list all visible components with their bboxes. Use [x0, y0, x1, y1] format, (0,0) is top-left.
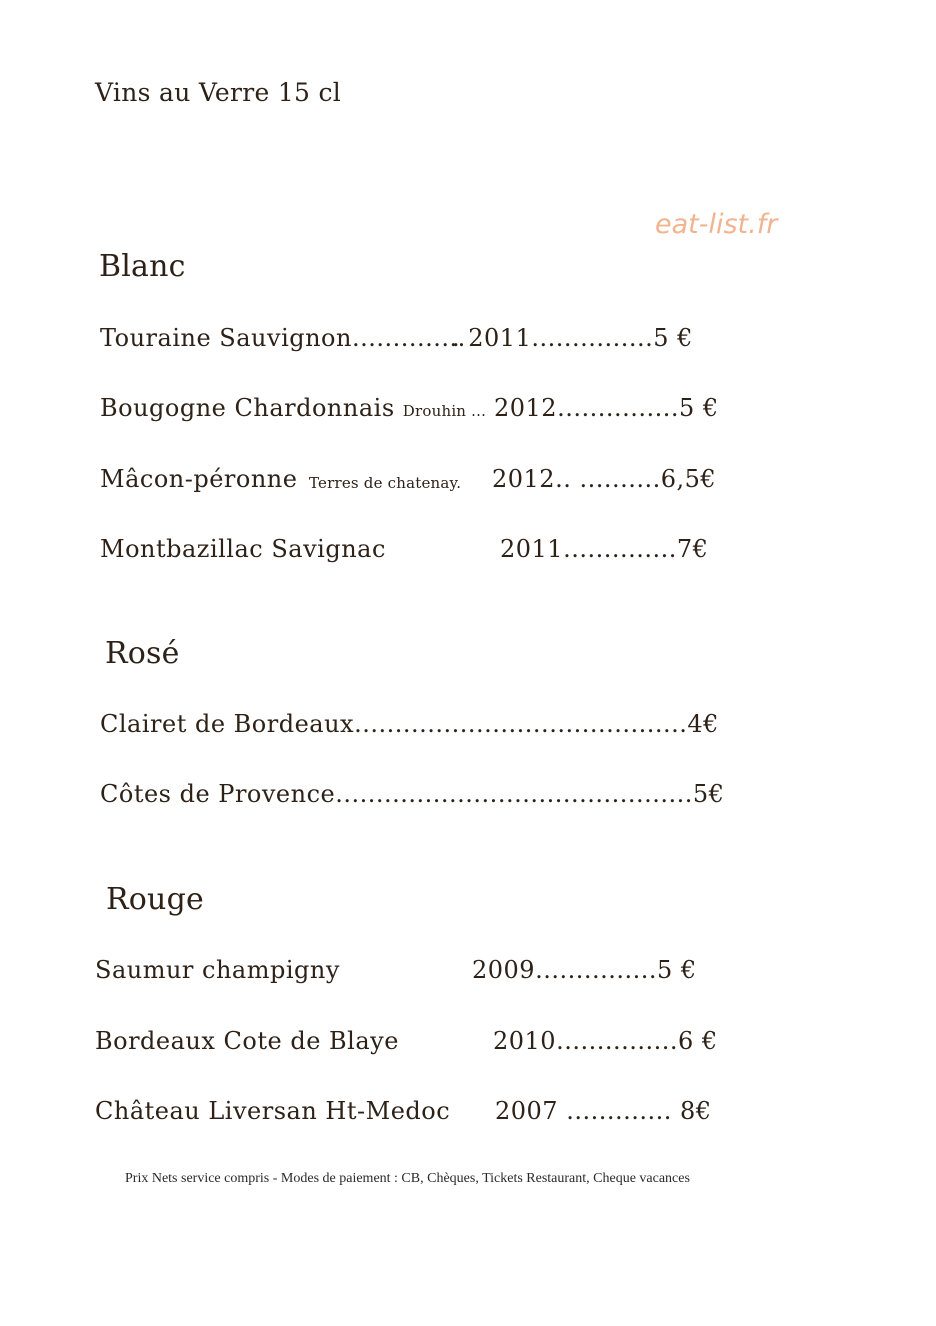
wine-price: 2012...............5 €	[494, 394, 719, 422]
section-heading-blanc: Blanc	[99, 249, 186, 284]
wine-name: Bougogne Chardonnais	[100, 394, 403, 422]
wine-name: Mâcon-péronne	[100, 465, 298, 493]
wine-name: Bordeaux Cote de Blaye	[95, 1027, 399, 1055]
wine-item	[100, 780, 724, 808]
wine-price: . 2011...............5 €	[452, 324, 693, 352]
wine-item	[95, 1097, 450, 1125]
wine-producer: Drouhin ...	[402, 402, 487, 420]
wine-item	[100, 710, 719, 738]
wine-item	[100, 465, 297, 493]
wine-price: 2011..............7€	[500, 535, 709, 563]
footer-note: Prix Nets service compris - Modes de paiement : CB, Chèques, Tickets Restaurant, Cheque vacances	[125, 1171, 690, 1186]
wine-item	[100, 324, 466, 352]
wine-name: Côtes de Provence............................................5€	[100, 780, 725, 808]
wine-price: 2007 ............. 8€	[495, 1097, 712, 1125]
wine-name: Château Liversan Ht-Medoc	[95, 1097, 451, 1125]
wine-item	[95, 956, 340, 984]
wine-name: Montbazillac Savignac	[100, 535, 386, 563]
section-heading-rose: Rosé	[105, 636, 180, 671]
wine-name: Saumur champigny	[95, 956, 340, 984]
section-heading-rouge: Rouge	[106, 882, 204, 917]
wine-price: 2012.. ..........6,5€	[492, 465, 717, 493]
wine-price: 2010...............6 €	[493, 1027, 718, 1055]
watermark: eat-list.fr	[655, 209, 778, 240]
wine-item	[100, 394, 486, 422]
wine-item	[95, 1027, 399, 1055]
page-title: Vins au Verre 15 cl	[95, 78, 342, 107]
wine-item	[100, 535, 386, 563]
wine-producer: Terres de chatenay.	[309, 474, 462, 492]
wine-name: Clairet de Bordeaux.........................................4€	[100, 710, 719, 738]
wine-price: 2009...............5 €	[472, 956, 697, 984]
wine-name: Touraine Sauvignon..............	[100, 324, 466, 352]
